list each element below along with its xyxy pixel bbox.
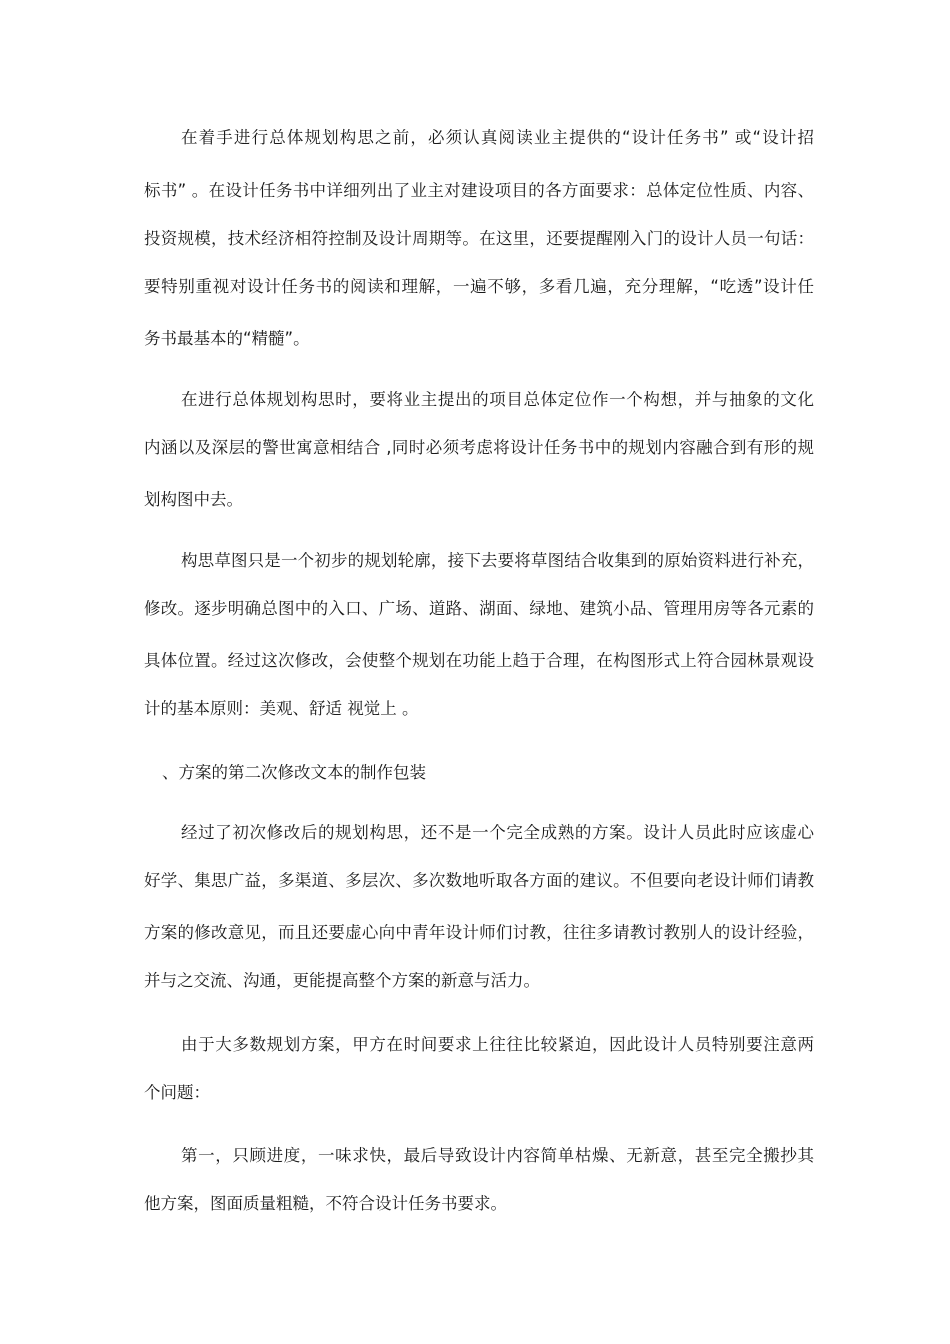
paragraph-line: 标书” 。在设计任务书中详细列出了业主对建设项目的各方面要求：总体定位性质、内容、 — [144, 181, 814, 200]
paragraph-line: 方案的修改意见，而且还要虚心向中青年设计师们讨教，往往多请教讨教别人的设计经验， — [144, 923, 814, 942]
paragraph-line: 构思草图只是一个初步的规划轮廓，接下去要将草图结合收集到的原始资料进行补充， — [181, 551, 814, 570]
paragraph-line: 在着手进行总体规划构思之前，必须认真阅读业主提供的“设计任务书” 或“设计招 — [181, 128, 814, 147]
paragraph-line: 要特别重视对设计任务书的阅读和理解，一遍不够，多看几遍，充分理解，“吃透”设计任 — [144, 277, 814, 296]
paragraph-line: 划构图中去。 — [144, 490, 243, 509]
paragraph-line: 计的基本原则：美观、舒适 视觉上 。 — [144, 699, 419, 718]
paragraph-line: 并与之交流、沟通，更能提高整个方案的新意与活力。 — [144, 971, 540, 990]
paragraph-line: 具体位置。经过这次修改，会使整个规划在功能上趋于合理，在构图形式上符合园林景观设 — [144, 651, 814, 670]
paragraph-line: 经过了初次修改后的规划构思，还不是一个完全成熟的方案。设计人员此时应该虚心 — [181, 823, 814, 842]
paragraph-line: 投资规模，技术经济相符控制及设计周期等。在这里，还要提醒刚入门的设计人员一句话： — [144, 229, 814, 248]
paragraph-line: 第一，只顾进度，一味求快，最后导致设计内容简单枯燥、无新意，甚至完全搬抄其 — [181, 1146, 814, 1165]
paragraph-line: 好学、集思广益，多渠道、多层次、多次数地听取各方面的建议。不但要向老设计师们请教 — [144, 871, 814, 890]
paragraph-line: 在进行总体规划构思时，要将业主提出的项目总体定位作一个构想，并与抽象的文化 — [181, 390, 814, 409]
section-heading: 、方案的第二次修改文本的制作包装 — [162, 763, 426, 782]
paragraph-line: 由于大多数规划方案，甲方在时间要求上往往比较紧迫，因此设计人员特别要注意两 — [181, 1035, 814, 1054]
paragraph-line: 修改。逐步明确总图中的入口、广场、道路、湖面、绿地、建筑小品、管理用房等各元素的 — [144, 599, 814, 618]
paragraph-line: 务书最基本的“精髓”。 — [144, 329, 310, 348]
paragraph-line: 内涵以及深层的警世寓意相结合 ,同时必须考虑将设计任务书中的规划内容融合到有形的规 — [144, 438, 814, 457]
paragraph-line: 个问题： — [144, 1083, 210, 1102]
paragraph-line: 他方案，图面质量粗糙，不符合设计任务书要求。 — [144, 1194, 507, 1213]
